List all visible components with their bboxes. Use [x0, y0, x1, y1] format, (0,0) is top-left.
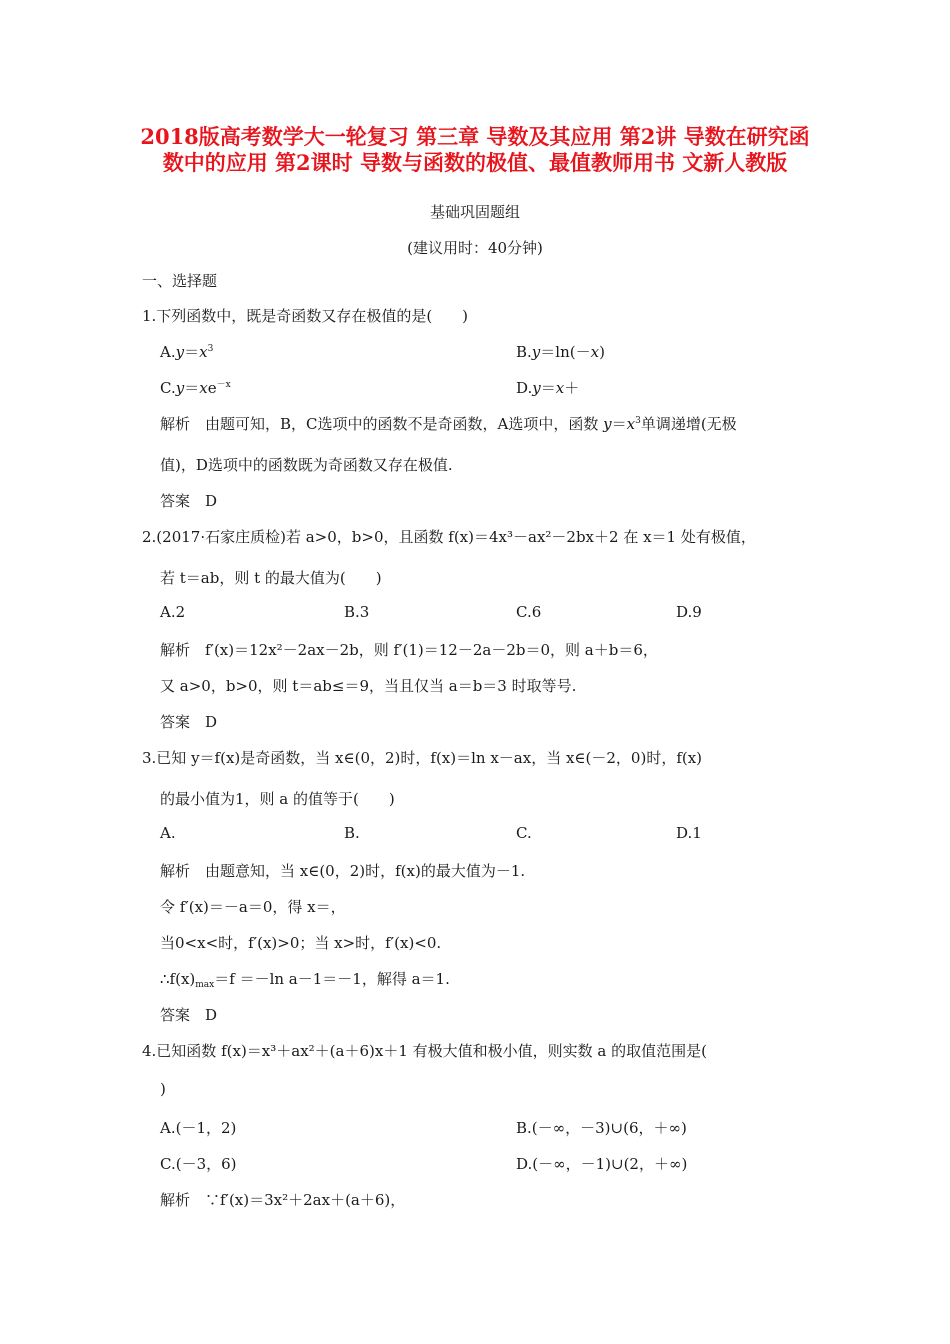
- q4-option-a: A.(－1，2): [160, 1119, 237, 1137]
- q1-option-d: D.y＝x＋: [516, 379, 580, 397]
- q3-analysis-line-4: $\therefore f(x)_{max}=f =-\ln$ a－1＝－1，解得 a＝1.: [160, 970, 450, 990]
- q4-stem-line-1: 4.已知函数 f(x)＝x³＋ax²＋(a＋6)x＋1 有极大值和极小值，则实数 a 的取值范围是(: [142, 1042, 707, 1060]
- q4-stem-line-2: ): [160, 1080, 166, 1098]
- q1-option-a: $A.y=x^3$: [160, 343, 214, 361]
- q4-option-d: D.(－∞，－1)∪(2，＋∞): [516, 1155, 688, 1173]
- q4-option-b: B.(－∞，－3)∪(6，＋∞): [516, 1119, 687, 1137]
- q3-answer: 答案 D: [160, 1006, 218, 1024]
- q1-option-b: B.y＝ln(－x): [516, 343, 605, 361]
- time-hint: (建议用时：40分钟): [407, 239, 543, 257]
- q3-option-a: A.: [160, 824, 176, 842]
- q4-option-c: C.(－3，6): [160, 1155, 237, 1173]
- q3-analysis-line-2: 令 f′(x)＝－a＝0，得 x＝，: [160, 898, 346, 916]
- q3-stem-line-1: 3.已知 y＝f(x)是奇函数，当 x∈(0，2)时，f(x)＝ln x－ax，当 x∈(－2，0)时，f(x): [142, 749, 703, 767]
- q1-analysis-line-2: 值)，D选项中的函数既为奇函数又存在极值.: [160, 456, 453, 474]
- q2-answer: 答案 D: [160, 713, 218, 731]
- group-title: 基础巩固题组: [429, 203, 520, 221]
- q3-option-d: D.1: [676, 824, 702, 842]
- document-title: 2018版高考数学大一轮复习 第三章 导数及其应用 第2讲 导数在研究函数中的应用 第2课时 导数与函数的极值、最值教师用书 文新人教版: [140, 124, 810, 175]
- q2-option-d: D.9: [676, 603, 702, 621]
- q1-stem: 1.下列函数中，既是奇函数又存在极值的是( ): [142, 307, 469, 325]
- q3-analysis-line-1: 解析 由题意知，当 x∈(0，2)时，f(x)的最大值为－1.: [160, 862, 526, 880]
- q2-option-a: A.2: [160, 603, 186, 621]
- q2-option-b: B.3: [344, 603, 370, 621]
- q2-analysis-line-1: 解析 f′(x)＝12x²－2ax－2b，则 f′(1)＝12－2a－2b＝0，则 a＋b＝6，: [160, 641, 658, 659]
- q2-option-c: C.6: [516, 603, 542, 621]
- q3-analysis-line-3: 当0<x<时，f′(x)>0；当 x>时，f′(x)<0.: [160, 934, 442, 952]
- q1-option-c: $C.y=xe^{-x}$: [160, 379, 231, 397]
- q3-option-b: B.: [344, 824, 360, 842]
- q3-option-c: C.: [516, 824, 532, 842]
- q2-analysis-line-2: 又 a>0，b>0，则 t＝ab≤＝9，当且仅当 a＝b＝3 时取等号.: [160, 677, 577, 695]
- q1-analysis-line-1: 解析 由题可知，B，C选项中的函数不是奇函数，A选项中，函数 $y=x^3$单调递增(无极: [160, 415, 737, 433]
- section-heading: 一、选择题: [142, 272, 218, 290]
- q1-answer: 答案 D: [160, 492, 218, 510]
- q2-stem-line-1: 2.(2017·石家庄质检)若 a>0，b>0，且函数 f(x)＝4x³－ax²－2bx＋2 在 x＝1 处有极值，: [142, 528, 756, 546]
- q4-analysis-line-1: 解析 ∵f′(x)＝3x²＋2ax＋(a＋6)，: [160, 1191, 406, 1209]
- q2-stem-line-2: 若 t＝ab，则 t 的最大值为( ): [160, 569, 382, 587]
- q3-stem-line-2: 的最小值为1，则 a 的值等于( ): [160, 790, 395, 808]
